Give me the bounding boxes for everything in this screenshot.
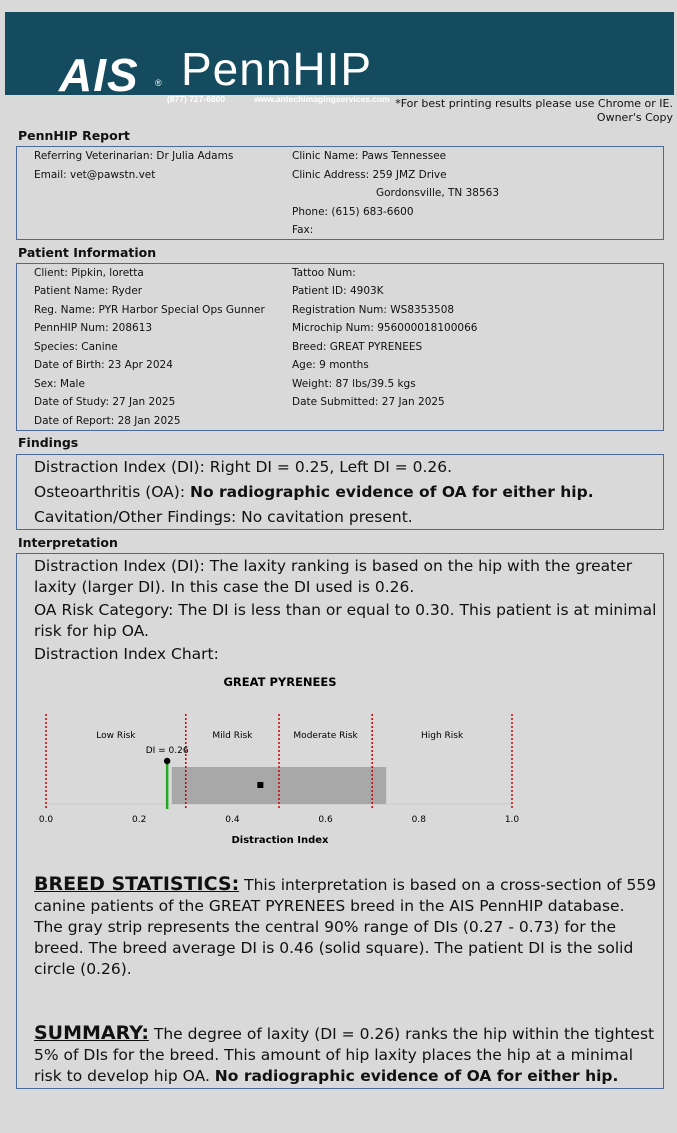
patient-field: Patient ID: 4903K [292, 285, 384, 297]
patient-field: Date of Birth: 23 Apr 2024 [34, 359, 173, 371]
clinic-city: Gordonsville, TN 38563 [376, 187, 500, 199]
findings-title: Findings [18, 435, 79, 450]
patient-field: Microchip Num: 956000018100066 [292, 322, 478, 334]
ais-logo: AIS [59, 49, 139, 101]
x-axis-label: Distraction Index [231, 835, 329, 846]
findings-cavitation: Cavitation/Other Findings: No cavitation present. [34, 508, 413, 526]
patient-field: Breed: GREAT PYRENEES [292, 341, 423, 353]
x-tick-label: 0.6 [318, 815, 333, 825]
pennhip-logo: PennHIP [181, 43, 373, 95]
x-tick-label: 0.0 [38, 815, 54, 825]
summary-text: The degree of laxity (DI = 0.26) ranks the hip within the tightest 5% of DIs for the breed. This amount of hip laxity places the hip at a minimal risk to develop hip OA. [34, 1025, 655, 1085]
chart-title: GREAT PYRENEES [223, 675, 337, 689]
breed-stats-text: This interpretation is based on a cross-section of 559 canine patients of the GREAT PYRENEES breed in the AIS PennHIP database. The gray strip represents the central 90% range of DIs (0.27 - 0.73) for the breed. The breed average DI is 0.46 (solid square). The patient DI is the solid circle (0.26). [34, 876, 657, 978]
referring-vet: Referring Veterinarian: Dr Julia Adams [34, 150, 234, 162]
x-tick-label: 0.4 [225, 815, 240, 825]
patient-field: Reg. Name: PYR Harbor Special Ops Gunner [34, 304, 265, 316]
summary-bold: No radiographic evidence of OA for either hip. [214, 1067, 619, 1085]
patient-field: Age: 9 months [292, 359, 369, 371]
patient-info-title: Patient Information [18, 245, 157, 260]
clinic-phone: Phone: (615) 683-6600 [292, 206, 414, 218]
patient-field: Sex: Male [34, 378, 85, 390]
chart-label: Distraction Index Chart: [34, 645, 219, 663]
patient-field: Client: Pipkin, loretta [34, 267, 144, 279]
x-tick-label: 0.8 [411, 815, 426, 825]
findings-di: Distraction Index (DI): Right DI = 0.25, Left DI = 0.26. [34, 458, 453, 476]
header-phone: (877) 727-6800 [167, 94, 226, 104]
header-website: www.antechimagingservices.com [254, 94, 390, 104]
patient-di-marker [164, 758, 170, 764]
patient-field: Date Submitted: 27 Jan 2025 [292, 396, 445, 408]
risk-zone-label: Moderate Risk [293, 731, 358, 741]
distraction-index-chart [0, 668, 560, 858]
breed-stats-heading: BREED STATISTICS: [34, 873, 240, 895]
patient-field: Species: Canine [34, 341, 118, 353]
patient-field: Date of Report: 28 Jan 2025 [34, 415, 181, 427]
patient-field: Date of Study: 27 Jan 2025 [34, 396, 176, 408]
report-title: PennHIP Report [18, 128, 130, 143]
summary-heading: SUMMARY: [34, 1022, 149, 1044]
clinic-name: Clinic Name: Paws Tennessee [292, 150, 447, 162]
x-tick-label: 0.2 [132, 815, 147, 825]
patient-field: Weight: 87 lbs/39.5 kgs [292, 378, 416, 390]
risk-zone-label: High Risk [420, 731, 464, 741]
clinic-address: Clinic Address: 259 JMZ Drive [292, 169, 447, 181]
oa-label: Osteoarthritis (OA): [34, 483, 190, 501]
print-note: *For best printing results please use Chrome or IE. [395, 97, 673, 110]
patient-field: PennHIP Num: 208613 [34, 322, 153, 334]
clinic-fax: Fax: [292, 224, 314, 236]
breed-average-marker [257, 782, 263, 788]
findings-oa [34, 482, 594, 503]
x-tick-label: 1.0 [504, 815, 520, 825]
risk-zone-label: Mild Risk [212, 731, 253, 741]
interp-di-text: Distraction Index (DI): The laxity ranking is based on the hip with the greater laxity (larger DI). In this case the DI used is 0.26. [34, 557, 633, 596]
summary [34, 1023, 658, 1087]
patient-field: Tattoo Num: [292, 267, 356, 279]
risk-zone-label: Low Risk [96, 731, 136, 741]
patient-di-label: DI = 0.26 [145, 746, 189, 756]
oa-value: No radiographic evidence of OA for either hip. [189, 483, 594, 501]
vet-email: Email: vet@pawstn.vet [34, 169, 156, 181]
interp-oa-risk: OA Risk Category: The DI is less than or equal to 0.30. This patient is at minimal risk for hip OA. [34, 601, 657, 640]
patient-field: Patient Name: Ryder [34, 285, 143, 297]
breed-statistics [34, 874, 658, 980]
interpretation-title: Interpretation [18, 535, 118, 550]
registered-mark: ® [155, 78, 162, 88]
copy-type: Owner's Copy [596, 111, 673, 124]
patient-field: Registration Num: WS8353508 [292, 304, 455, 316]
